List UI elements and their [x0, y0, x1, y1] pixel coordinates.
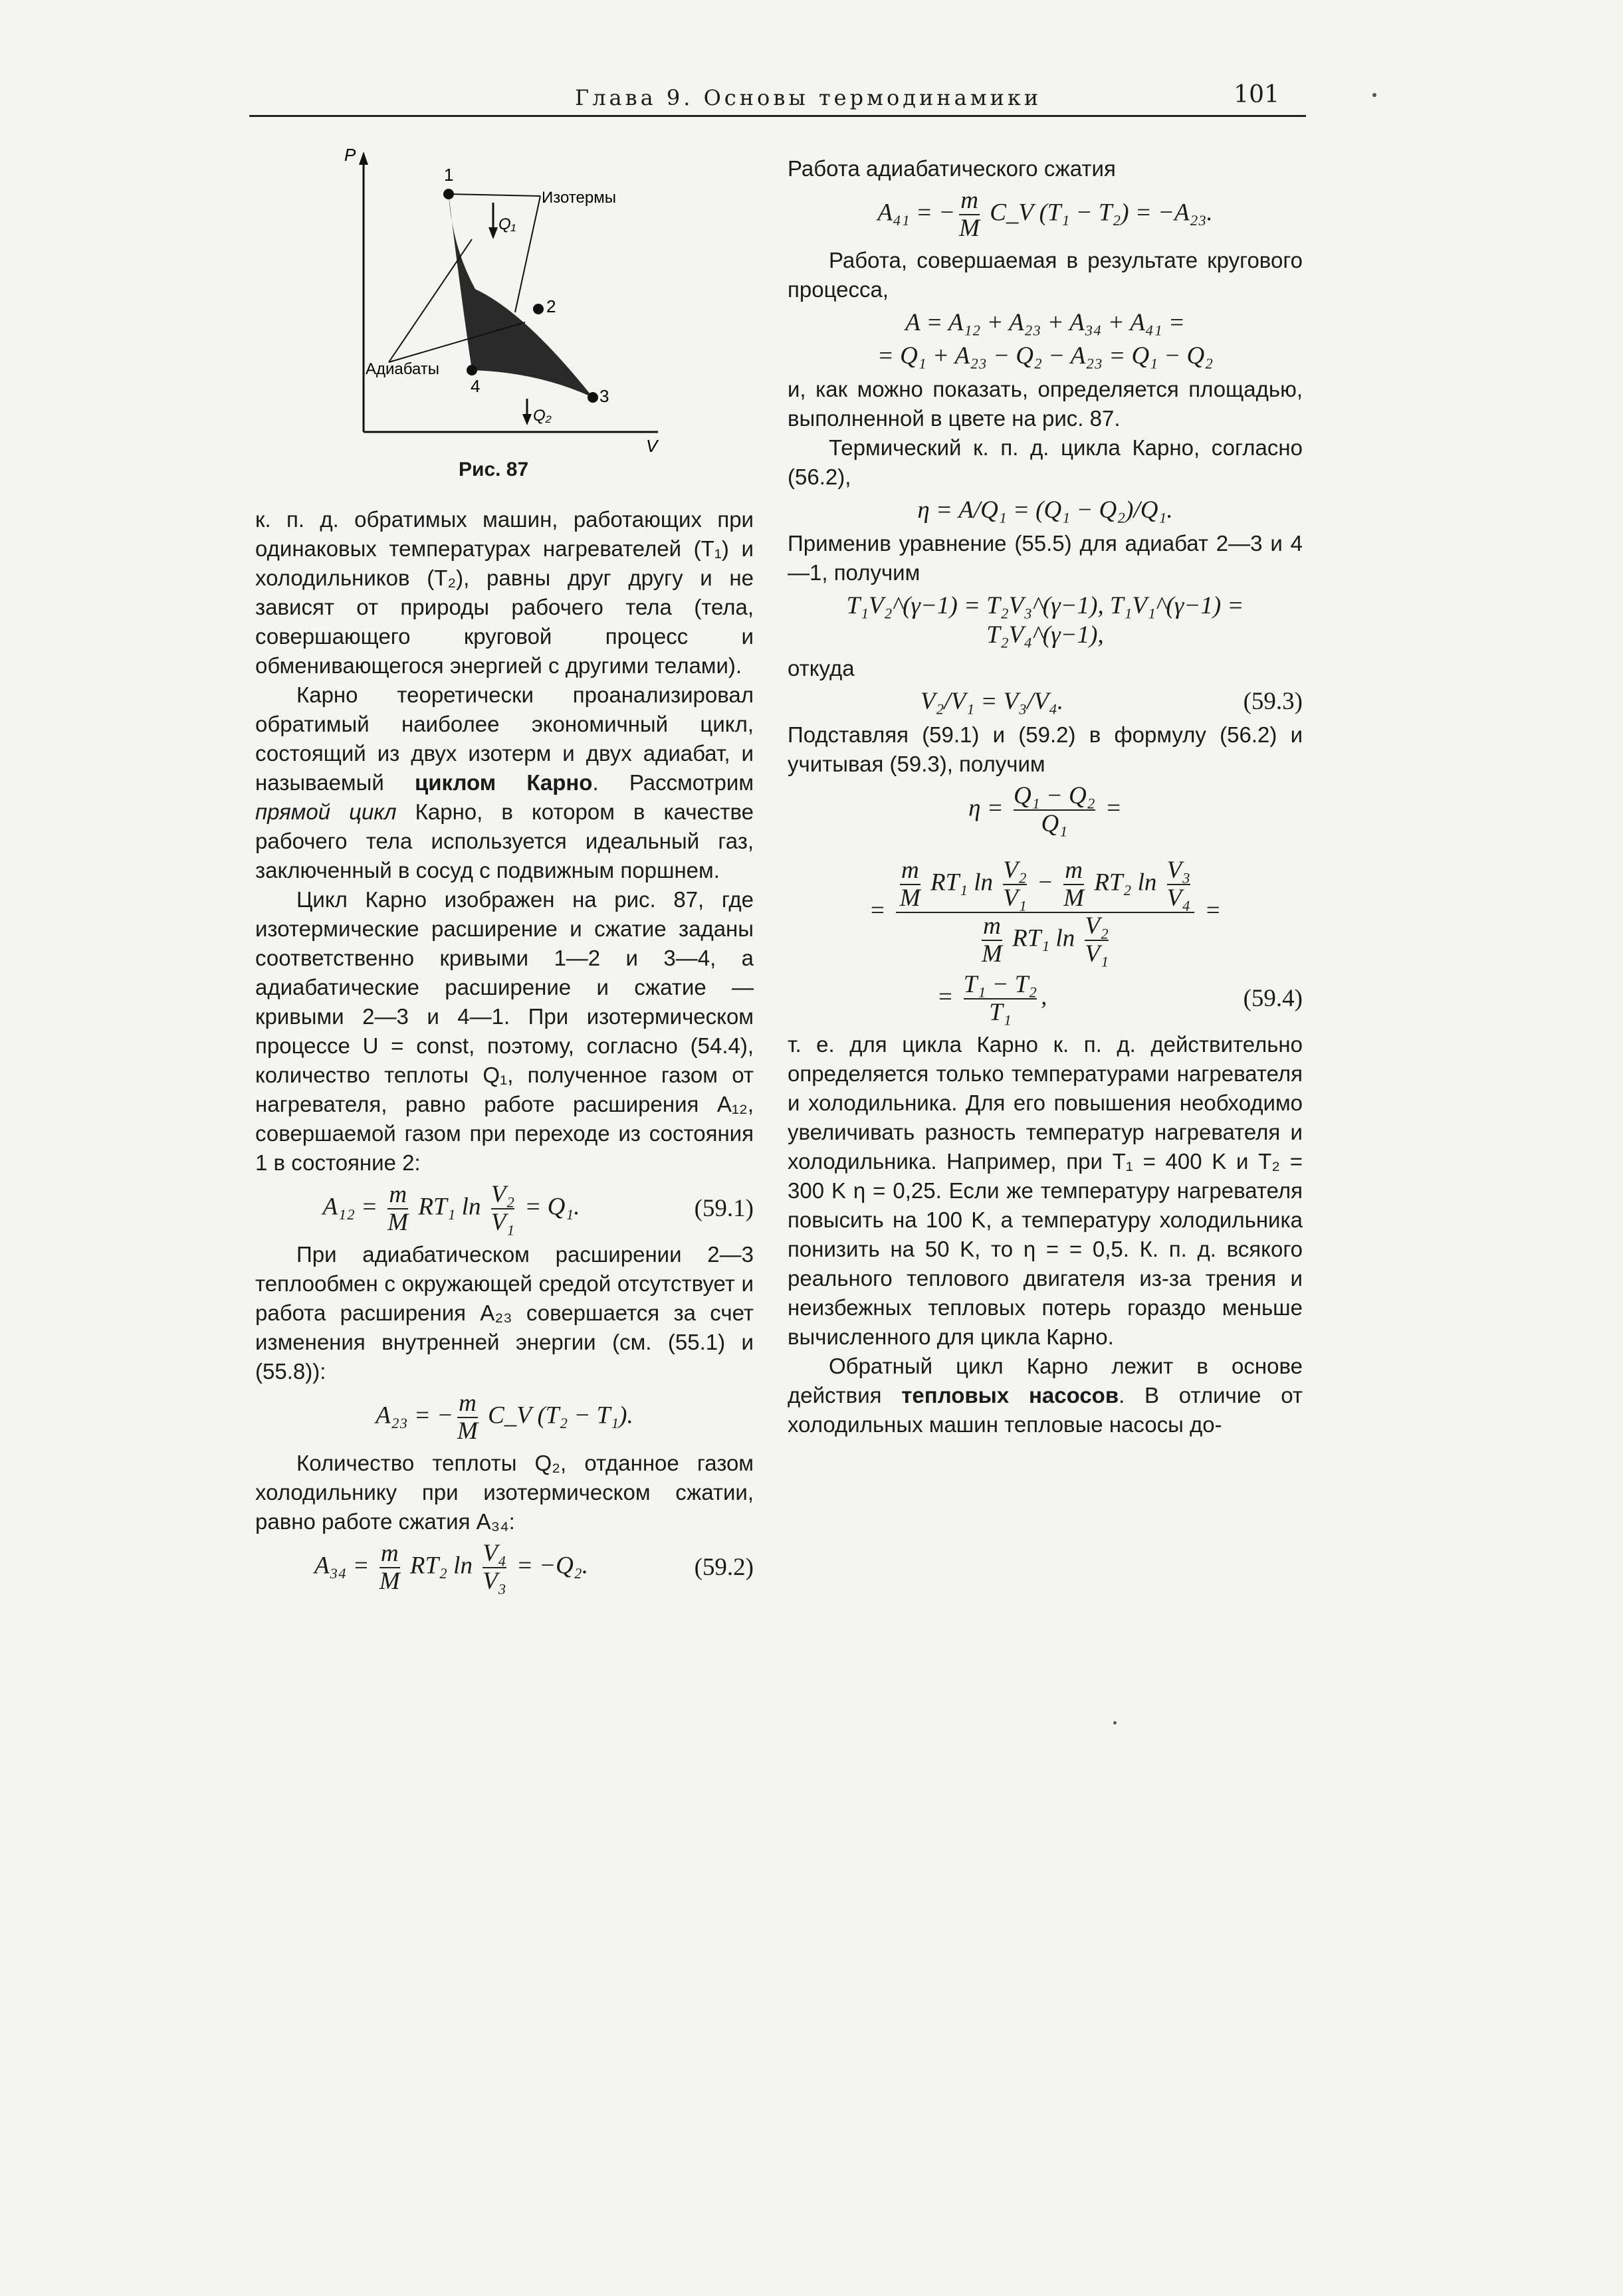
- point-label-4: 4: [471, 376, 481, 396]
- equation-a23: A₂₃ = − $\frac{m}{M}$ C_V (T₂ − T₁).: [376, 1390, 633, 1445]
- p-axis-label: P: [344, 146, 356, 165]
- equation-number: (59.1): [694, 1195, 754, 1222]
- equation-59-3: V₂/V₁ = V₃/V₄. (59.3): [920, 688, 1303, 715]
- figure-caption: Рис. 87: [459, 459, 529, 480]
- header-rule: [249, 115, 1306, 117]
- term-heat-pumps: тепловых насосов: [901, 1383, 1119, 1408]
- q2-label: Q₂: [533, 407, 552, 425]
- left-paragraph-2: Карно теоретически проанализировал обратимый наиболее экономичный цикл, состоящий из двух изотерм и двух адиабат, и называемый циклом Карно. Рассмотрим прямой цикл Карно, в котором в качестве рабочего тела используется идеальный газ, заключенный в сосуд с подвижным поршнем.: [255, 682, 754, 883]
- left-paragraph-5: Количество теплоты Q₂, отданное газом холодильнику при изотермическом сжатии, равно работе сжатия A₃₄:: [255, 1451, 754, 1534]
- equation-59-1: A₁₂ = $\frac{m}{M}$ RT₁ ln $\frac{\text{V₂}}{\text{V₁}}$ = Q₁. (59.1): [322, 1181, 754, 1236]
- adiabat-line: [389, 239, 472, 362]
- right-paragraph-7: Подставляя (59.1) и (59.2) в формулу (56.2) и учитывая (59.3), получим: [788, 722, 1303, 776]
- equation-59-4: = $\frac{\text{T₁ − T₂}}{\text{T₁}}$ , (59.4): [936, 971, 1303, 1026]
- right-paragraph-8: т. е. для цикла Карно к. п. д. действительно определяется только температурами нагревателя и холодильника. Для его повышения необходимо увеличивать разность температур нагревателя и холодильника. Например, при T₁ = 400 K и T₂ = 300 K η = 0,25. Если же температуру нагревателя повысить на 100 K, а температуру холодильника понизить на 50 K, то η = = 0,5. К. п. д. всякого реального теплового двигателя из-за трения и неизбежных тепловых потерь гораздо меньше вычисленного для цикла Карно.: [788, 1032, 1303, 1349]
- right-paragraph-6: откуда: [788, 656, 855, 680]
- right-paragraph-1: Работа адиабатического сжатия: [788, 156, 1116, 181]
- v-axis-label: V: [646, 436, 658, 456]
- scan-speck: [1113, 1721, 1117, 1724]
- right-paragraph-9: Обратный цикл Карно лежит в основе действия тепловых насосов. В отличие от холодильных машин тепловые насосы до-: [788, 1354, 1303, 1437]
- equation-work-line-1: A = A₁₂ + A₂₃ + A₃₄ + A₄₁ =: [905, 309, 1185, 336]
- right-paragraph-5: Применив уравнение (55.5) для адиабат 2—3 и 4—1, получим: [788, 531, 1303, 585]
- term-carnot-cycle: циклом Карно: [414, 770, 593, 795]
- p-axis-arrow: [359, 152, 368, 165]
- point-label-1: 1: [444, 165, 454, 185]
- q1-label: Q₁: [498, 215, 516, 233]
- point-label-2: 2: [546, 296, 556, 316]
- running-title: Глава 9. Основы термодинамики: [575, 85, 1042, 110]
- page-header: [249, 78, 1306, 117]
- right-paragraph-2: Работа, совершаемая в результате кругового процесса,: [788, 248, 1303, 302]
- equation-number: (59.2): [694, 1554, 754, 1581]
- state-point-4: [467, 365, 477, 375]
- right-column: [788, 154, 1303, 1439]
- isotherm-line: [449, 194, 540, 196]
- q2-arrowhead: [522, 414, 532, 425]
- left-paragraph-1: к. п. д. обратимых машин, работающих при одинаковых температурах нагревателей (T₁) и холодильников (T₂), равны друг другу и не зависят от природы рабочего тела (тела, совершающего круговой процесс и обменивающегося энергией с другими телами).: [255, 507, 754, 678]
- point-label-3: 3: [599, 386, 609, 406]
- equation-number: (59.3): [1243, 688, 1303, 715]
- right-paragraph-4: Термический к. п. д. цикла Карно, согласно (56.2),: [788, 435, 1303, 489]
- equation-a41: A₄₁ = − $\frac{m}{M}$ C_V (T₁ − T₂) = −A₂₃.: [877, 187, 1213, 242]
- isotherm-guide: [515, 196, 540, 312]
- left-paragraph-3: Цикл Карно изображен на рис. 87, где изотермические расширение и сжатие заданы соответственно кривыми 1—2 и 3—4, а адиабатические расширение и сжатие — кривыми 2—3 и 4—1. При изотермическом процессе U = const, поэтому, согласно (54.4), количество теплоты Q₁, полученное газом от нагревателя, равно работе расширения A₁₂, совершаемой газом при переходе из состояния 1 в состояние 2:: [255, 887, 754, 1175]
- isotherms-label: Изотермы: [542, 189, 616, 207]
- equation-eta-fraction: η = $\frac{\text{Q₁ − Q₂}}{\text{Q₁}}$ =: [968, 782, 1122, 837]
- equation-number: (59.4): [1243, 985, 1303, 1012]
- equation-efficiency: η = A/Q₁ = (Q₁ − Q₂)/Q₁.: [917, 496, 1173, 524]
- equation-work-line-2: = Q₁ + A₂₃ − Q₂ − A₂₃ = Q₁ − Q₂: [877, 342, 1214, 369]
- left-paragraph-4: При адиабатическом расширении 2—3 теплообмен с окружающей средой отсутствует и работа расширения A₂₃ совершается за счет изменения внутренней энергии (см. (55.1) и (55.8)):: [255, 1242, 754, 1384]
- term-direct-cycle: прямой цикл: [255, 799, 397, 824]
- state-point-1: [443, 189, 454, 199]
- state-point-3: [588, 392, 598, 403]
- carnot-pv-diagram: [339, 146, 698, 492]
- right-paragraph-3: и, как можно показать, определяется площадью, выполненной в цвете на рис. 87.: [788, 377, 1303, 431]
- equation-big-fraction: = $\frac{m}{M}$ RT₁ ln $\frac{\text{V₂}}{\text{V₁}}$ − $\frac{m}{M}$ RT₂ ln $\frac{\text{V₃}}{\text{V₄}}$ $\frac{m}{M}$ RT₁ ln $\frac{\text{V₂}}{\text{V₁}}$ =: [869, 857, 1222, 968]
- equation-59-2: A₃₄ = $\frac{m}{M}$ RT₂ ln $\frac{\text{V₄}}{\text{V₃}}$ = −Q₂. (59.2): [314, 1540, 754, 1595]
- adiabats-label: Адиабаты: [366, 360, 440, 378]
- q1-arrowhead: [488, 227, 498, 239]
- scan-speck: [1372, 93, 1376, 97]
- equation-adiabats: T₁V₂^(γ−1) = T₂V₃^(γ−1), T₁V₁^(γ−1) = T₂V₄^(γ−1),: [846, 592, 1244, 649]
- left-column: [255, 505, 754, 1599]
- page-number: 101: [1234, 81, 1279, 108]
- state-point-2: [533, 304, 544, 314]
